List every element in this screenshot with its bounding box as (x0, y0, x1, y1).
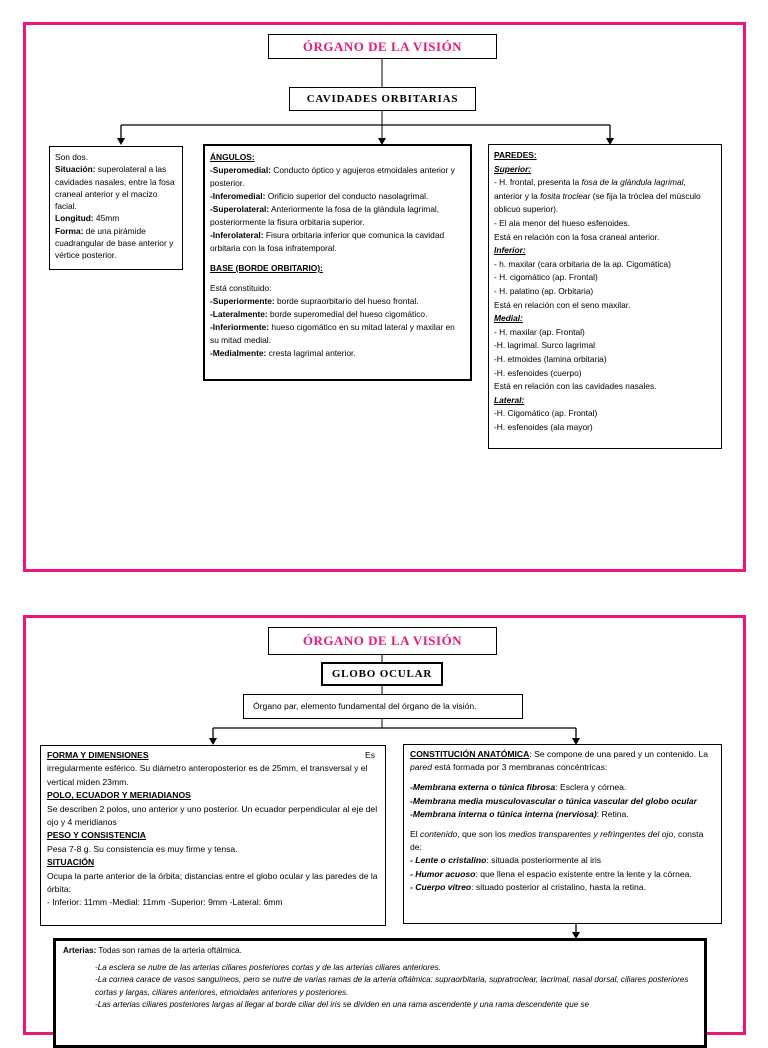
constitution-intro: CONSTITUCIÓN ANATÓMICA: Se compone de una pared y un contenido. La pared está formada por 3 membranas concéntricas: (410, 749, 709, 773)
superior-item: - El ala menor del hueso esfenoides. (494, 217, 630, 228)
superior-item: Está en relación con la fosa craneal anterior. (494, 231, 660, 242)
orbit-length: Longitud: 45mm (55, 213, 120, 224)
content-item: - Humor acuoso: que llena el espacio existente entre la lente y la córnea. (410, 868, 692, 879)
title-box-2 (268, 627, 497, 655)
distances: - Inferior: 11mm -Medial: 11mm -Superior: 9mm -Lateral: 6mm (47, 897, 283, 908)
situation-desc: Ocupa la parte anterior de la órbita; distancias entre el globo ocular y las paredes de la órbita: (47, 870, 378, 895)
arteries-line: -La esclera se nutre de las arterias ciliares posteriores cortas y de las arterias ciliares anteriores. (95, 962, 441, 972)
membrane-item: -Membrana externa o túnica fibrosa: Esclera y córnea. (410, 782, 627, 793)
base-item: -Lateralmente: borde superomedial del hueso cigomático. (210, 309, 428, 319)
inferior-item: - H. cigomático (ap. Frontal) (494, 272, 598, 283)
orbit-general-text (55, 151, 177, 262)
shape-heading-line: FORMA Y DIMENSIONES Es (47, 749, 379, 762)
orbit-general-box (49, 146, 183, 270)
orbit-shape: Forma: de una pirámide cuadrangular de base anterior y vértice posterior. (55, 225, 174, 261)
angle-item: -Superomedial: Conducto óptico y agujeros etmoidales anterior y posterior. (210, 165, 455, 188)
arteries-line: -La cornea carace de vasos sanguíneos, pero se nutre de varias ramas de la arteria oftálmica: supraorbitaria, supratroclear, lacrimal, nasal dorsal, ciliares posteriores cortas y largas, ciliares anteriores, etmoidales anteriores y posteriores. (95, 975, 689, 997)
medial-item: - H. maxilar (ap. Frontal) (494, 326, 585, 337)
shape-text (47, 749, 379, 910)
angle-item: -Inferomedial: Orificio superior del conducto nasolagrimal. (210, 191, 429, 201)
angles-text (210, 151, 465, 360)
angles-box (203, 144, 472, 381)
weight-desc: Pesa 7-8 g. Su consistencia es muy firme y tensa. (47, 843, 238, 854)
walls-text (494, 149, 716, 434)
section-title: GLOBO OCULAR (331, 668, 433, 680)
walls-box (488, 144, 722, 449)
weight-heading: PESO Y CONSISTENCIA (47, 830, 147, 841)
base-heading: BASE (BORDE ORBITARIO): (210, 263, 323, 273)
content-item: - Cuerpo vítreo: situado posterior al cristalino, hasta la retina. (410, 881, 646, 892)
orbit-count: Son dos. (55, 152, 89, 162)
content-intro: El contenido, que son los medios transparentes y refringentes del ojo, consta de: (410, 829, 704, 853)
lateral-label: Lateral: (494, 394, 525, 405)
intro-text: Órgano par, elemento fundamental del órgano de la visión. (253, 701, 477, 711)
situation-heading: SITUACIÓN (47, 857, 95, 868)
poles-desc: Se describen 2 polos, uno anterior y uno posterior. Un ecuador perpendicular al eje del ojo y 4 meridianos (47, 803, 378, 828)
subtitle-box-1 (289, 87, 476, 111)
shape-box (40, 745, 386, 926)
inferior-label: Inferior: (494, 245, 526, 256)
superior-item: - H. frontal, presenta la fosa de la glándula lagrimal, anterior y la fosita troclear (se fija la tróclea del músculo oblicuo superior). (494, 177, 701, 215)
orbit-situation: Situación: superolateral a las cavidades nasales, entre la fosa craneal anterior y el macizo facial. (55, 164, 175, 212)
constitution-box (403, 744, 722, 924)
intro-box (243, 694, 523, 719)
shape-desc: irregularmente esférico. Su diámetro anteroposterior es de 25mm, el transversal y el vertical miden 23mm. (47, 763, 368, 787)
angle-item: -Inferolateral: Fisura orbitaria inferior que comunica la cavidad orbitaria con la fosa infratemporal. (210, 230, 445, 253)
poles-heading: POLO, ECUADOR Y MERIADIANOS (47, 790, 191, 801)
title-box-1 (268, 34, 497, 59)
base-item: -Inferiormente: hueso cigomático en su mitad lateral y maxilar en su mitad medial. (210, 322, 455, 345)
base-intro: Está constituido: (210, 283, 272, 293)
subtitle-box-2 (321, 662, 443, 686)
inferior-item: - h. maxilar (cara orbitaria de la ap. Cigomática) (494, 258, 671, 269)
lateral-item: -H. Cigomático (ap. Frontal) (494, 408, 598, 419)
medial-item: Está en relación con las cavidades nasales. (494, 381, 657, 392)
page-title: ÓRGANO DE LA VISIÓN (302, 39, 463, 54)
arteries-line: -Las arterias ciliares posteriores largas al llegar al borde ciliar del iris se dividen en una rama ascendente y una rama descendente que se (95, 1000, 589, 1010)
medial-item: -H. esfenoides (cuerpo) (494, 367, 582, 378)
membrane-item: -Membrana interna o túnica interna (nerviosa): Retina. (410, 808, 629, 819)
arteries-text (63, 945, 697, 1012)
medial-item: -H. etmoides (lamina orbitaria) (494, 353, 607, 364)
inferior-item: - H. palatino (ap. Orbitaria) (494, 285, 594, 296)
walls-heading: PAREDES: (494, 150, 537, 160)
content-item: - Lente o cristalino: situada posteriormente al iris (410, 855, 602, 866)
angle-item: -Superolateral: Anteriormente la fosa de la glándula lagrimal, posteriormente la fisura orbitaria superior. (210, 204, 440, 227)
membrane-item: -Membrana media musculovascular o túnica vascular del globo ocular (410, 795, 698, 806)
lateral-item: -H. esfenoides (ala mayor) (494, 421, 593, 432)
medial-item: -H. lagrimal. Surco lagrimal (494, 340, 595, 351)
section-title: CAVIDADES ORBITARIAS (306, 93, 459, 105)
arteries-box (53, 938, 707, 1048)
page-title: ÓRGANO DE LA VISIÓN (302, 633, 463, 648)
base-item: -Superiormente: borde supraorbitario del hueso frontal. (210, 296, 419, 306)
angles-heading: ÁNGULOS: (210, 152, 255, 162)
base-item: -Medialmente: cresta lagrimal anterior. (210, 348, 356, 358)
arteries-intro: Arterias: Todas son ramas de la arteria oftálmica. (63, 946, 242, 955)
constitution-text (410, 748, 715, 894)
medial-label: Medial: (494, 313, 523, 324)
superior-label: Superior: (494, 163, 532, 174)
shape-heading: FORMA Y DIMENSIONES (47, 750, 149, 760)
inferior-item: Está en relación con el seno maxilar. (494, 299, 631, 310)
